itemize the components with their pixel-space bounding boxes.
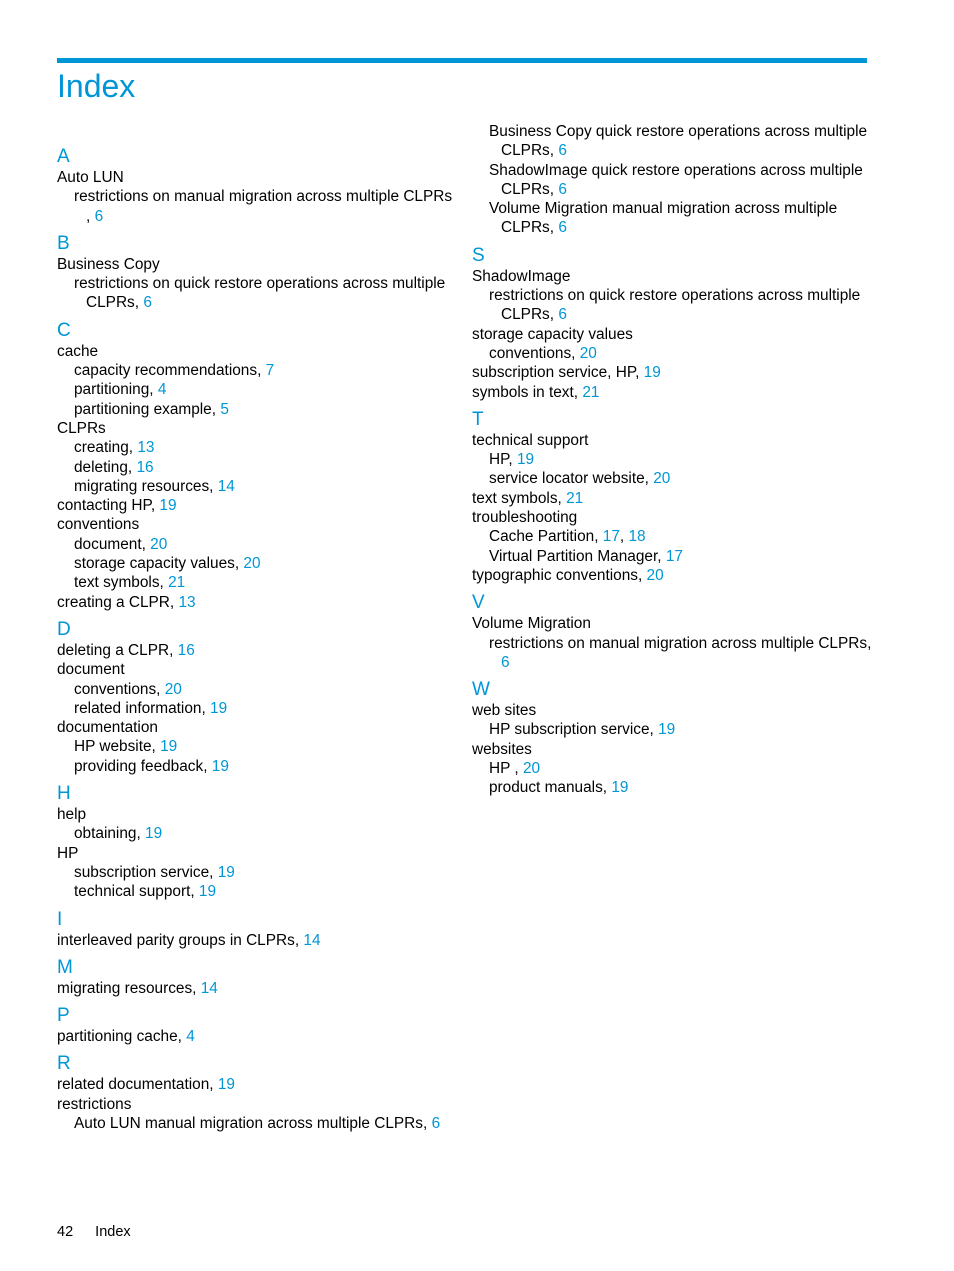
index-entry xyxy=(472,653,872,672)
index-letter-heading: H xyxy=(57,783,71,805)
index-entry-text: interleaved parity groups in CLPRs, xyxy=(57,931,300,949)
index-entry xyxy=(57,699,457,718)
index-entry xyxy=(57,1075,457,1094)
index-entry-text: restrictions on manual migration across multiple CLPRs, xyxy=(489,634,872,652)
page-reference-link[interactable]: 16 xyxy=(136,458,154,476)
index-entry-text: CLPRs, xyxy=(86,294,140,312)
index-group xyxy=(57,320,457,612)
index-entry-text: Volume Migration xyxy=(472,615,591,633)
page-reference-link[interactable]: 7 xyxy=(265,362,275,380)
index-entry-text: symbols in text, xyxy=(472,383,579,401)
index-letter-heading: D xyxy=(57,618,71,640)
index-entry xyxy=(472,344,872,363)
index-entry xyxy=(472,508,872,527)
index-letter-heading: S xyxy=(472,244,485,266)
index-entry-text: deleting, xyxy=(74,458,133,476)
index-entry-text: obtaining, xyxy=(74,825,141,843)
index-entry xyxy=(57,496,457,515)
index-entry xyxy=(472,199,872,218)
page-reference-link[interactable]: 13 xyxy=(137,439,155,457)
index-entry-text: partitioning example, xyxy=(74,400,217,418)
index-entry-text: restrictions on quick restore operations across multiple xyxy=(74,275,446,293)
page-reference-link[interactable]: 19 xyxy=(198,883,217,901)
footer-section-title: Index xyxy=(95,1224,131,1240)
index-entry xyxy=(57,1095,457,1114)
page-reference-link[interactable]: 21 xyxy=(566,489,584,507)
page-reference-link[interactable]: 6 xyxy=(431,1114,441,1132)
index-entry xyxy=(57,1027,457,1046)
index-letter-heading: R xyxy=(57,1053,71,1075)
index-entry xyxy=(57,882,457,901)
index-entry-text: HP subscription service, xyxy=(489,721,654,739)
index-entry xyxy=(57,573,457,592)
index-entry-text: conventions, xyxy=(489,344,576,362)
index-entry-text: document xyxy=(57,661,125,679)
index-group xyxy=(57,1005,457,1046)
page-reference-link[interactable]: 21 xyxy=(582,383,600,401)
index-group xyxy=(57,957,457,998)
index-entry-text: related documentation, xyxy=(57,1076,214,1094)
index-entry xyxy=(57,593,457,612)
page-reference-link[interactable]: 6 xyxy=(558,142,567,160)
index-entry xyxy=(57,805,457,824)
index-entry-text: text symbols, xyxy=(74,574,164,592)
page-reference-link[interactable]: 6 xyxy=(501,653,510,671)
index-entry xyxy=(57,419,457,438)
page-reference-link[interactable]: 19 xyxy=(516,451,535,469)
index-group xyxy=(57,909,457,950)
index-entry xyxy=(57,535,457,554)
index-entry-text: ShadowImage xyxy=(472,267,571,285)
page-reference-link[interactable]: 6 xyxy=(143,294,152,312)
index-group xyxy=(57,619,457,776)
index-entry xyxy=(472,778,872,797)
header-rule xyxy=(57,58,867,63)
index-letter-heading: T xyxy=(472,408,484,430)
index-entry-text: CLPRs, xyxy=(501,219,555,237)
index-entry xyxy=(57,979,457,998)
index-entry-text: technical support, xyxy=(74,883,195,901)
page-title: Index xyxy=(57,68,136,104)
page-reference-link[interactable]: 6 xyxy=(558,306,567,324)
index-entry-text: migrating resources, xyxy=(57,979,197,997)
index-entry-text: subscription service, HP, xyxy=(472,364,640,382)
index-letter-heading: A xyxy=(57,146,70,167)
page-reference-link[interactable]: 19 xyxy=(211,757,229,775)
index-entry-text: migrating resources, xyxy=(74,477,214,495)
index-entry xyxy=(472,701,872,720)
page-reference-link[interactable]: 19 xyxy=(643,364,661,382)
page-reference-link[interactable]: 14 xyxy=(217,477,235,495)
index-entry-text: CLPRs, xyxy=(501,306,555,324)
index-entry-text: service locator website, xyxy=(489,470,649,488)
page-reference-link[interactable]: 4 xyxy=(157,381,167,399)
page-reference-link[interactable]: 20 xyxy=(164,680,182,698)
page-reference-link[interactable]: 17 xyxy=(665,547,683,565)
page-reference-link[interactable]: 20 xyxy=(522,760,541,778)
index-entry-text: typographic conventions, xyxy=(472,566,643,584)
index-letter-heading: B xyxy=(57,232,70,254)
index-entry xyxy=(57,400,457,419)
index-entry xyxy=(57,438,457,457)
index-entry xyxy=(472,161,872,180)
index-entry xyxy=(57,844,457,863)
index-entry xyxy=(472,450,872,469)
index-group xyxy=(472,409,872,585)
index-entry-text: contacting HP, xyxy=(57,497,156,515)
index-entry-text: product manuals, xyxy=(489,779,608,797)
index-entry-text: documentation xyxy=(57,719,158,737)
page-reference-link[interactable]: 5 xyxy=(220,400,229,418)
index-entry-text: restrictions on quick restore operations across multiple xyxy=(489,287,861,305)
page-reference-link[interactable]: 14 xyxy=(303,931,321,949)
page-reference-link[interactable]: 20 xyxy=(150,535,168,553)
page-reference-link[interactable]: 16 xyxy=(177,641,195,659)
index-entry-text: Auto LUN xyxy=(57,169,124,186)
page-reference-link[interactable]: 20 xyxy=(579,344,597,362)
index-letter-heading: W xyxy=(472,679,490,701)
index-entry-text: partitioning, xyxy=(74,381,154,399)
index-entry-text: providing feedback, xyxy=(74,757,208,775)
index-entry xyxy=(472,363,872,382)
index-entry-text: restrictions xyxy=(57,1095,132,1113)
index-entry-text: creating a CLPR, xyxy=(57,593,175,611)
page-reference-link[interactable]: 6 xyxy=(558,219,567,237)
index-entry-text: related information, xyxy=(74,699,206,717)
index-entry xyxy=(57,207,457,226)
index-entry-text: document, xyxy=(74,535,146,553)
page-reference-link[interactable]: 19 xyxy=(611,779,629,797)
index-entry-text: conventions, xyxy=(74,680,161,698)
index-entry xyxy=(57,1114,457,1133)
index-entry xyxy=(472,759,872,778)
index-entry-text: HP xyxy=(57,844,79,862)
index-entry-text: HP , xyxy=(489,760,519,778)
index-entry-text: troubleshooting xyxy=(472,509,578,527)
index-entry xyxy=(472,720,872,739)
footer-page-number: 42 xyxy=(57,1224,74,1240)
index-entry: Cache Partition, 17, 18 xyxy=(489,528,646,546)
index-entry-text: capacity recommendations, xyxy=(74,362,262,380)
index-letter-heading: C xyxy=(57,319,71,341)
index-entry xyxy=(472,305,872,324)
index-entry-text: deleting a CLPR, xyxy=(57,641,174,659)
index-entry xyxy=(57,737,457,756)
index-entry xyxy=(57,718,457,737)
index-entry xyxy=(472,383,872,402)
index-group xyxy=(472,245,872,402)
index-entry-text: web sites xyxy=(472,702,537,720)
page-reference-link[interactable]: 19 xyxy=(159,497,177,515)
page-reference-link[interactable]: 14 xyxy=(200,979,218,997)
index-entry-text: Virtual Partition Manager, xyxy=(489,547,662,565)
page-reference-link[interactable]: 20 xyxy=(243,555,261,573)
index-entry-text: cache xyxy=(57,342,99,360)
index-letter-heading: P xyxy=(57,1005,70,1027)
index-entry xyxy=(57,680,457,699)
index-letter-heading: I xyxy=(57,908,63,930)
index-column-right xyxy=(472,122,872,805)
index-entry-text: storage capacity values, xyxy=(74,555,240,573)
index-entry-text: websites xyxy=(472,740,532,758)
index-entry-text: conventions xyxy=(57,516,140,534)
index-entry xyxy=(57,515,457,534)
index-group xyxy=(472,679,872,797)
index-group xyxy=(57,1053,457,1133)
index-entry xyxy=(57,342,457,361)
index-entry xyxy=(57,187,457,206)
index-group xyxy=(57,783,457,901)
index-entry xyxy=(472,267,872,286)
index-entry xyxy=(472,489,872,508)
index-entry-text: subscription service, xyxy=(74,863,214,881)
index-entry-text: , xyxy=(86,207,91,225)
page-reference-link[interactable]: 19 xyxy=(210,699,228,717)
index-column-left xyxy=(57,140,457,1140)
index-entry xyxy=(472,431,872,450)
index-entry xyxy=(57,931,457,950)
index-group xyxy=(57,233,457,313)
index-entry xyxy=(472,566,872,585)
index-entry-text: HP website, xyxy=(74,738,156,756)
index-entry-text: CLPRs, xyxy=(501,180,555,198)
index-entry-text: text symbols, xyxy=(472,489,562,507)
page-reference-link[interactable]: 18 xyxy=(628,528,646,546)
index-group xyxy=(57,146,457,226)
page-reference-link[interactable]: 6 xyxy=(558,180,567,198)
page-reference-link[interactable]: 6 xyxy=(94,207,104,225)
index-entry xyxy=(472,547,872,566)
index-entry xyxy=(472,740,872,759)
index-entry xyxy=(57,168,457,187)
index-entry-text: CLPRs xyxy=(57,419,106,437)
index-entry-text: restrictions on manual migration across multiple CLPRs xyxy=(74,188,453,206)
page-reference-link[interactable]: 19 xyxy=(217,1076,235,1094)
index-entry-text: Auto LUN manual migration across multiple CLPRs, xyxy=(74,1114,428,1132)
index-group xyxy=(472,122,872,238)
index-entry-text: Business Copy quick restore operations across multiple xyxy=(489,123,868,140)
index-entry xyxy=(472,141,872,160)
index-letter-heading: M xyxy=(57,956,73,978)
index-entry-text: CLPRs, xyxy=(501,142,555,160)
index-entry xyxy=(57,824,457,843)
page-reference-link[interactable]: 17 xyxy=(602,528,620,546)
page-reference-link[interactable]: 20 xyxy=(646,566,664,584)
index-entry xyxy=(57,380,457,399)
index-entry-text: storage capacity values xyxy=(472,325,633,343)
index-entry xyxy=(57,554,457,573)
page-reference-link[interactable]: 20 xyxy=(653,470,671,488)
index-entry xyxy=(472,180,872,199)
page-reference-link[interactable]: 4 xyxy=(186,1028,195,1046)
index-entry xyxy=(57,641,457,660)
index-entry-text: ShadowImage quick restore operations across multiple xyxy=(489,161,863,179)
index-entry-text: Cache Partition, xyxy=(489,528,599,546)
index-entry-text: technical support xyxy=(472,431,589,449)
index-entry xyxy=(472,218,872,237)
page-reference-link[interactable]: 21 xyxy=(168,574,186,592)
page-reference-link[interactable]: 19 xyxy=(658,721,676,739)
index-group xyxy=(472,592,872,672)
index-entry xyxy=(57,757,457,776)
index-entry xyxy=(472,469,872,488)
index-entry xyxy=(57,293,457,312)
page-reference-link[interactable]: 19 xyxy=(145,825,163,843)
index-entry xyxy=(472,634,872,653)
page-reference-link[interactable]: 19 xyxy=(217,863,235,881)
index-entry xyxy=(57,863,457,882)
index-entry-text: Volume Migration manual migration across multiple xyxy=(489,200,838,218)
index-entry xyxy=(472,614,872,633)
index-entry xyxy=(472,122,872,141)
index-entry xyxy=(57,477,457,496)
index-entry-text: Business Copy xyxy=(57,255,160,273)
index-entry-text: help xyxy=(57,806,87,824)
index-entry xyxy=(57,255,457,274)
index-entry xyxy=(57,274,457,293)
index-letter-heading: V xyxy=(472,592,485,614)
index-entry xyxy=(472,325,872,344)
page-reference-link[interactable]: 13 xyxy=(178,593,196,611)
index-entry xyxy=(472,286,872,305)
index-entry-text: partitioning cache, xyxy=(57,1028,182,1046)
index-entry xyxy=(57,660,457,679)
index-entry xyxy=(57,361,457,380)
page-reference-link[interactable]: 19 xyxy=(160,738,178,756)
index-entry-text: creating, xyxy=(74,439,134,457)
index-entry xyxy=(57,458,457,477)
index-entry-text: HP, xyxy=(489,451,513,469)
page-footer xyxy=(57,1222,149,1242)
